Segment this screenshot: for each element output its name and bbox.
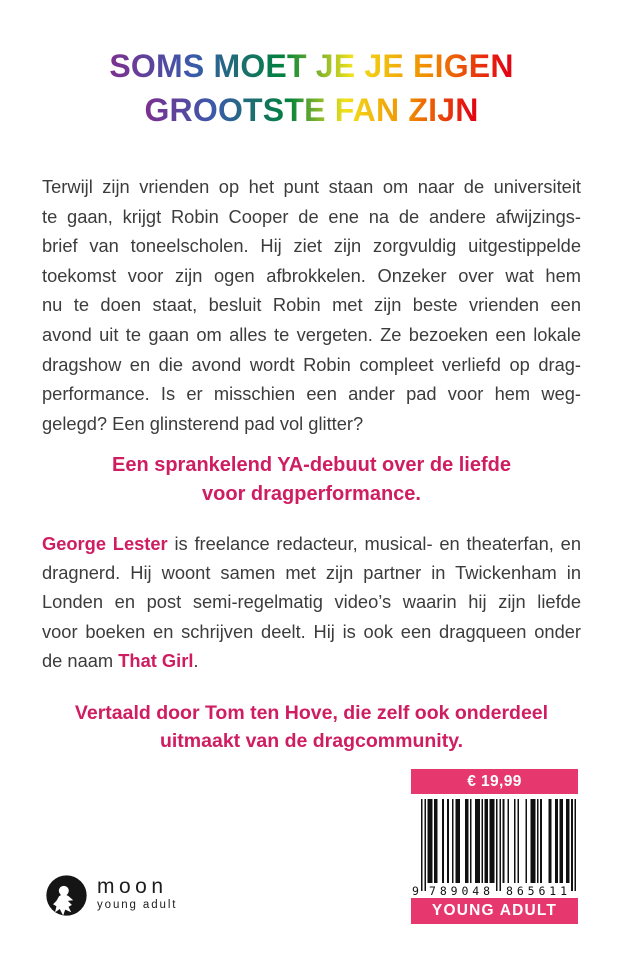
- price-badge: € 19,99: [411, 769, 578, 794]
- text-span: Londen en post semi-regelmatig video’s waarin hij zijn liefde: [42, 591, 581, 613]
- accent-text: George Lester: [42, 533, 168, 554]
- text-span: Vertaald door Tom ten Hove, die zelf ook onderdeel: [74, 702, 549, 724]
- publisher-logo-text: [97, 874, 177, 911]
- text-span: Een sprankelend YA-debuut over de liefde: [111, 454, 511, 476]
- text-line: [42, 558, 581, 587]
- publisher-logo: [45, 874, 177, 917]
- text-line: [42, 320, 581, 350]
- text-line: [0, 699, 623, 727]
- text-span: de naam: [42, 649, 119, 671]
- text-span: dragnerd. Hij woont samen met zijn partner in Twickenham in: [42, 562, 581, 584]
- text-line: [42, 172, 581, 202]
- accent-text: That Girl: [118, 649, 194, 671]
- commerce-block: [411, 769, 578, 924]
- text-line: [42, 587, 581, 616]
- ean-barcode: [411, 799, 578, 896]
- text-line: [42, 350, 581, 380]
- category-badge: YOUNG ADULT: [411, 898, 578, 924]
- text-line: [42, 379, 581, 409]
- text-span: voor dragperformance.: [202, 482, 421, 505]
- tagline: [0, 451, 623, 508]
- cover-title-line2: GROOTSTE FAN ZIJN: [144, 88, 478, 132]
- text-line: [0, 727, 623, 755]
- text-line: [42, 409, 581, 439]
- text-span: gelegd? Een glinsterend pad vol glitter?: [42, 412, 364, 434]
- barcode-digits-left: 789048: [429, 884, 490, 896]
- synopsis-paragraph: [42, 172, 581, 438]
- cover-title-line1: SOMS MOET JE JE EIGEN: [109, 44, 513, 88]
- text-line: [42, 231, 581, 261]
- text-line: [0, 480, 623, 509]
- text-line: [0, 451, 623, 480]
- barcode-digit-first: 9: [412, 884, 419, 896]
- text-line: [42, 617, 581, 646]
- text-span: is freelance redacteur, musical- en theaterfan, en: [167, 533, 581, 554]
- text-span: avond uit te gaan om alles te vergeten. Ze bezoeken een lokale: [42, 323, 581, 345]
- publisher-name: moon: [97, 875, 168, 898]
- text-span: dragshow en die avond wordt Robin compleet verliefd op drag-: [42, 353, 581, 375]
- text-span: voor boeken en schrijven deelt. Hij is ook een dragqueen onder: [42, 620, 581, 642]
- text-line: [42, 529, 581, 558]
- text-line: [42, 202, 581, 232]
- author-bio-paragraph: [42, 529, 581, 675]
- text-line: [42, 646, 581, 675]
- text-line: [42, 290, 581, 320]
- text-span: toekomst voor zijn ogen afbrokkelen. Onzeker over wat hem: [42, 264, 581, 286]
- text-line: [42, 261, 581, 291]
- text-span: Terwijl zijn vrienden op het punt staan om naar de universiteit: [42, 176, 581, 197]
- cover-title: [0, 44, 623, 132]
- text-span: te gaan, krijgt Robin Cooper de ene na de andere afwijzings-: [42, 205, 581, 227]
- translator-note: [0, 699, 623, 755]
- moon-logo-icon: [45, 874, 88, 917]
- barcode-digits-right: 865611: [506, 884, 567, 896]
- text-span: performance. Is er misschien een ander pad voor hem weg-: [42, 383, 581, 405]
- text-span: nu te doen staat, besluit Robin met zijn beste vrienden een: [42, 294, 581, 316]
- text-span: .: [193, 649, 199, 671]
- publisher-subtitle: young adult: [97, 899, 178, 911]
- text-span: brief van toneelscholen. Hij ziet zijn zorgvuldig uitgestippelde: [42, 235, 581, 257]
- text-span: uitmaakt van de dragcommunity.: [159, 730, 464, 752]
